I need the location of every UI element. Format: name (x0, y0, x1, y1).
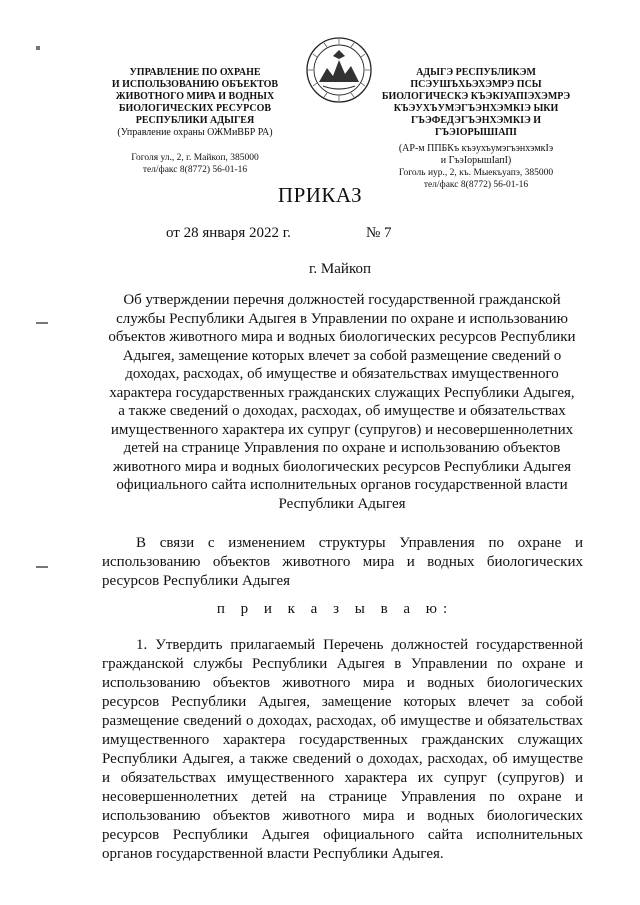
document-title: ПРИКАЗ (277, 183, 363, 207)
subject-line: объектов животного мира и водных биологических ресурсов Республики (108, 329, 576, 345)
scan-mark (36, 566, 48, 568)
subject-line: официального сайта исполнительных органов государственной власти (116, 477, 568, 493)
letterhead-right-abbr: (АР-м ППБКъ къэухъумэгъэнхэмкIэ (398, 143, 554, 154)
letterhead-right-line: ПСЭУШЪХЬЭХЭМРЭ ПСЫ (410, 79, 542, 90)
letterhead-left-line: УПРАВЛЕНИЕ ПО ОХРАНЕ (129, 67, 261, 78)
document-city: г. Майкоп (308, 261, 372, 277)
letterhead-right-phone: тел/факс 8(8772) 56-01-16 (423, 180, 529, 190)
letterhead-left-line: ЖИВОТНОГО МИРА И ВОДНЫХ (115, 91, 275, 102)
subject-line: животного мира и водных биологических ресурсов Республики Адыгея (113, 458, 571, 475)
subject-line: Адыгея, замещение которых влечет за собой размещение сведений о (122, 347, 562, 364)
letterhead-right-address: Гоголь иур., 2, къ. Мыекъуапэ, 385000 (398, 168, 554, 178)
letterhead-left-line: РЕСПУБЛИКИ АДЫГЕЯ (135, 115, 255, 126)
subject-line: службы Республики Адыгея в Управлении по охране и использованию (116, 310, 568, 327)
document-subject (102, 291, 582, 513)
letterhead-left-phone: тел/факс 8(8772) 56-01-16 (142, 165, 248, 175)
letterhead-left-line: БИОЛОГИЧЕСКИХ РЕСУРСОВ (118, 103, 272, 114)
letterhead-left-line: И ИСПОЛЬЗОВАНИЮ ОБЪЕКТОВ (111, 79, 279, 90)
order-item-1: 1. Утвердить прилагаемый Перечень должностей государственной гражданской службы Республики Адыгея в Управлении по охране и использованию объектов животного мира и водных биологических ресурсов Республики Адыгея, замещение которых влечет за собой размещение сведений о доходах, расходах, об имуществе и обязательствах имущественного характера государственных гражданских служащих Республики Адыгея, а также сведений о доходах, расходах, об имуществе и обязательствах имущественного характера их супруг (супругов) и несовершеннолетних детей на странице Управления по охране и использованию объектов животного мира и водных биологических ресурсов Республики Адыгея официального сайта исполнительных органов государственной власти Республики Адыгея. (102, 637, 583, 862)
coat-of-arms-icon (305, 36, 373, 104)
letterhead-right (378, 67, 574, 191)
letterhead-right-line: БИОЛОГИЧЕСКЭ КЪЭКIУАПIЭХЭМРЭ (381, 91, 571, 102)
document-number: № 7 (366, 225, 392, 241)
letterhead-right-line: КЪЭУХЪУМЭГЪЭНХЭМКIЭ ЫКИ (393, 103, 559, 114)
subject-line: а также сведений о доходах, расходах, об имуществе и обязательствах (118, 403, 566, 419)
scan-mark (36, 322, 48, 324)
subject-line: Об утверждении перечня должностей государственной гражданской (123, 292, 561, 308)
subject-line: доходах, расходах, об имуществе и обязательствах имущественного (125, 366, 559, 382)
letterhead-right-line: АДЫГЭ РЕСПУБЛИКЭМ (416, 67, 536, 78)
scan-mark (36, 46, 40, 50)
order-word: п р и к а з ы в а ю: (216, 601, 454, 617)
letterhead-left-address: Гоголя ул., 2, г. Майкоп, 385000 (131, 153, 259, 163)
letterhead-right-abbr: и ГъэIорышIапI) (440, 155, 512, 166)
letterhead-left-abbr: (Управление охраны ОЖМиВБР РА) (117, 127, 273, 138)
subject-line: Республики Адыгея (278, 495, 406, 512)
subject-line: имущественного характера их супруг (супругов) и несовершеннолетних (110, 421, 574, 438)
subject-line: характера государственных гражданских служащих Республики Адыгея, (109, 384, 575, 401)
preamble-paragraph: В связи с изменением структуры Управления по охране и использованию объектов животного мира и водных биологических ресурсов Республики Адыгея (102, 535, 583, 589)
letterhead-right-line: ГЪЭФЕДЭГЪЭНХЭМКIЭ И ГЪЭIОРЫШIАПI (410, 115, 542, 138)
subject-line: детей на странице Управления по охране и использованию объектов (123, 440, 561, 456)
letterhead-left (102, 67, 288, 176)
document-date: от 28 января 2022 г. (166, 225, 291, 241)
